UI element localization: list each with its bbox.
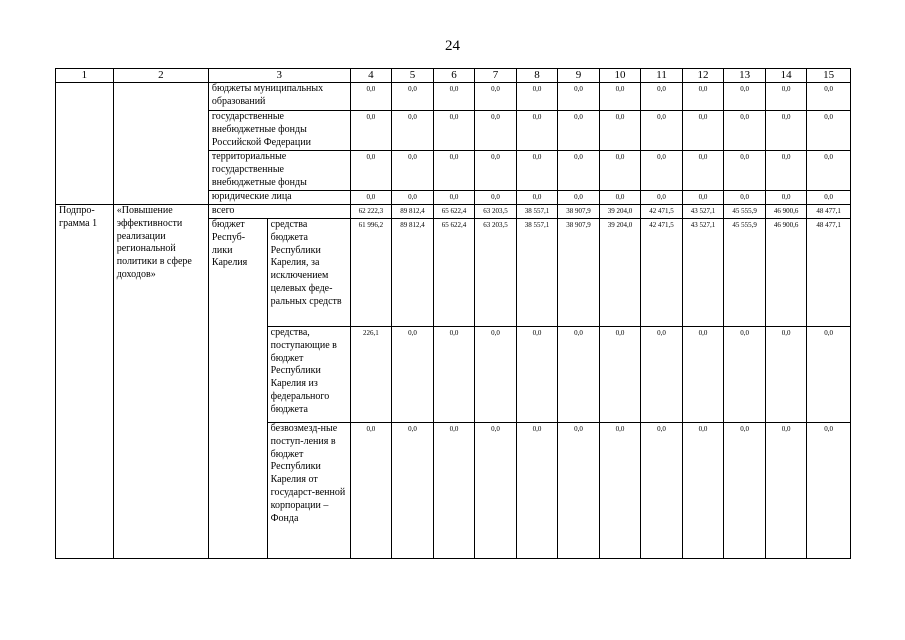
value-cell: 61 996,2 — [350, 219, 392, 327]
budget-label: бюджет Респуб-лики Карелия — [208, 219, 267, 559]
empty-cell — [113, 83, 208, 205]
value-cell: 42 471,5 — [641, 219, 683, 327]
value-cell: 0,0 — [475, 83, 517, 111]
value-cell: 0,0 — [350, 83, 392, 111]
value-cell: 0,0 — [558, 423, 600, 559]
table-row — [56, 205, 851, 219]
value-cell: 0,0 — [433, 111, 475, 151]
value-cell: 0,0 — [558, 327, 600, 423]
value-cell: 0,0 — [724, 151, 766, 191]
header-cell: 2 — [113, 69, 208, 83]
value-cell: 0,0 — [516, 151, 558, 191]
value-cell: 0,0 — [765, 111, 807, 151]
value-cell: 0,0 — [807, 151, 851, 191]
value-cell: 0,0 — [682, 83, 724, 111]
row-label: всего — [208, 205, 350, 219]
value-cell: 0,0 — [475, 191, 517, 205]
value-cell: 0,0 — [516, 111, 558, 151]
value-cell: 89 812,4 — [392, 205, 434, 219]
subprogram-name: «Повышение эффективности реализации региональной политики в сфере доходов» — [113, 205, 208, 559]
value-cell: 0,0 — [765, 83, 807, 111]
value-cell: 38 557,1 — [516, 205, 558, 219]
value-cell: 0,0 — [433, 83, 475, 111]
row-label: безвозмезд-ные поступ-ления в бюджет Республики Карелия от государст-венной корпорации – Фонда — [267, 423, 350, 559]
value-cell: 0,0 — [765, 151, 807, 191]
value-cell: 0,0 — [682, 327, 724, 423]
value-cell: 0,0 — [724, 327, 766, 423]
page-number: 24 — [445, 38, 460, 54]
value-cell: 0,0 — [682, 151, 724, 191]
value-cell: 0,0 — [724, 423, 766, 559]
value-cell: 43 527,1 — [682, 219, 724, 327]
value-cell: 0,0 — [558, 111, 600, 151]
value-cell: 0,0 — [765, 191, 807, 205]
row-label: государственные внебюджетные фонды Российской Федерации — [208, 111, 350, 151]
empty-cell — [56, 83, 114, 205]
value-cell: 0,0 — [433, 151, 475, 191]
value-cell: 0,0 — [807, 423, 851, 559]
value-cell: 0,0 — [724, 111, 766, 151]
header-cell: 14 — [765, 69, 807, 83]
value-cell: 0,0 — [350, 151, 392, 191]
header-cell: 10 — [599, 69, 641, 83]
row-label: юридические лица — [208, 191, 350, 205]
value-cell: 0,0 — [807, 83, 851, 111]
row-label: бюджеты муниципальных образований — [208, 83, 350, 111]
value-cell: 0,0 — [433, 423, 475, 559]
header-cell: 7 — [475, 69, 517, 83]
value-cell: 0,0 — [682, 423, 724, 559]
value-cell: 0,0 — [475, 327, 517, 423]
value-cell: 0,0 — [558, 83, 600, 111]
value-cell: 0,0 — [392, 327, 434, 423]
value-cell: 0,0 — [558, 191, 600, 205]
value-cell: 226,1 — [350, 327, 392, 423]
value-cell: 0,0 — [392, 151, 434, 191]
value-cell: 0,0 — [641, 423, 683, 559]
value-cell: 65 622,4 — [433, 219, 475, 327]
value-cell: 0,0 — [807, 327, 851, 423]
value-cell: 65 622,4 — [433, 205, 475, 219]
value-cell: 0,0 — [599, 111, 641, 151]
header-cell: 1 — [56, 69, 114, 83]
value-cell: 0,0 — [392, 111, 434, 151]
value-cell: 0,0 — [641, 191, 683, 205]
value-cell: 45 555,9 — [724, 205, 766, 219]
value-cell: 0,0 — [350, 191, 392, 205]
value-cell: 0,0 — [682, 191, 724, 205]
funding-table — [55, 68, 851, 559]
value-cell: 0,0 — [599, 191, 641, 205]
value-cell: 46 900,6 — [765, 219, 807, 327]
value-cell: 0,0 — [641, 151, 683, 191]
row-label: территориальные государственные внебюджетные фонды — [208, 151, 350, 191]
header-cell: 4 — [350, 69, 392, 83]
value-cell: 0,0 — [350, 423, 392, 559]
value-cell: 0,0 — [765, 327, 807, 423]
value-cell: 0,0 — [350, 111, 392, 151]
value-cell: 0,0 — [558, 151, 600, 191]
value-cell: 62 222,3 — [350, 205, 392, 219]
table-row — [56, 83, 851, 111]
value-cell: 0,0 — [475, 151, 517, 191]
row-label: средства бюджета Республики Карелия, за исключением целевых феде-ральных средств — [267, 219, 350, 327]
header-cell: 9 — [558, 69, 600, 83]
subprogram-code: Подпро-грамма 1 — [56, 205, 114, 559]
header-cell: 5 — [392, 69, 434, 83]
value-cell: 0,0 — [516, 83, 558, 111]
value-cell: 0,0 — [433, 191, 475, 205]
header-cell: 8 — [516, 69, 558, 83]
header-cell: 12 — [682, 69, 724, 83]
value-cell: 0,0 — [765, 423, 807, 559]
value-cell: 0,0 — [516, 327, 558, 423]
header-row — [56, 69, 851, 83]
value-cell: 89 812,4 — [392, 219, 434, 327]
value-cell: 0,0 — [724, 83, 766, 111]
value-cell: 38 557,1 — [516, 219, 558, 327]
value-cell: 38 907,9 — [558, 205, 600, 219]
header-cell: 13 — [724, 69, 766, 83]
row-label: средства, поступающие в бюджет Республики Карелия из федерального бюджета — [267, 327, 350, 423]
value-cell: 63 203,5 — [475, 219, 517, 327]
value-cell: 63 203,5 — [475, 205, 517, 219]
value-cell: 0,0 — [599, 83, 641, 111]
header-cell: 11 — [641, 69, 683, 83]
value-cell: 48 477,1 — [807, 219, 851, 327]
value-cell: 39 204,0 — [599, 219, 641, 327]
value-cell: 39 204,0 — [599, 205, 641, 219]
value-cell: 0,0 — [516, 423, 558, 559]
value-cell: 0,0 — [641, 83, 683, 111]
value-cell: 0,0 — [599, 151, 641, 191]
value-cell: 0,0 — [516, 191, 558, 205]
value-cell: 46 900,6 — [765, 205, 807, 219]
header-cell: 3 — [208, 69, 350, 83]
value-cell: 0,0 — [475, 423, 517, 559]
value-cell: 45 555,9 — [724, 219, 766, 327]
value-cell: 0,0 — [807, 191, 851, 205]
header-cell: 15 — [807, 69, 851, 83]
header-cell: 6 — [433, 69, 475, 83]
value-cell: 48 477,1 — [807, 205, 851, 219]
value-cell: 0,0 — [392, 423, 434, 559]
value-cell: 0,0 — [433, 327, 475, 423]
value-cell: 0,0 — [392, 191, 434, 205]
value-cell: 0,0 — [599, 327, 641, 423]
value-cell: 0,0 — [807, 111, 851, 151]
value-cell: 42 471,5 — [641, 205, 683, 219]
value-cell: 0,0 — [392, 83, 434, 111]
value-cell: 0,0 — [475, 111, 517, 151]
value-cell: 0,0 — [599, 423, 641, 559]
value-cell: 0,0 — [682, 111, 724, 151]
value-cell: 0,0 — [641, 111, 683, 151]
value-cell: 0,0 — [724, 191, 766, 205]
value-cell: 43 527,1 — [682, 205, 724, 219]
value-cell: 38 907,9 — [558, 219, 600, 327]
value-cell: 0,0 — [641, 327, 683, 423]
